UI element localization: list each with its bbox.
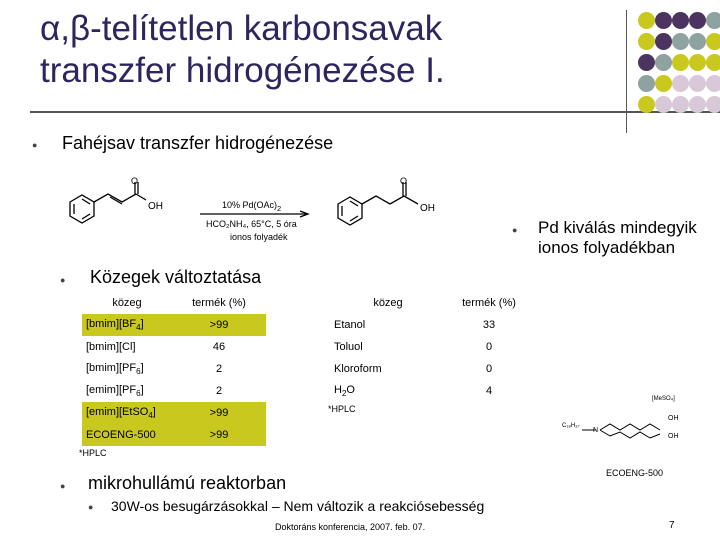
decorative-dot <box>638 12 655 29</box>
ecoeng-oh-1: OH <box>668 415 679 422</box>
bullet-icon: ● <box>32 140 38 150</box>
table-cell-yield: 0 <box>485 341 493 353</box>
table-row <box>82 380 266 402</box>
table-cell-yield: 33 <box>482 319 496 331</box>
ecoeng-oh-2: OH <box>668 433 679 440</box>
table-cell-medium: $[emim][PF_6]$ <box>86 383 144 399</box>
decorative-dot <box>672 96 689 113</box>
oxygen-label-left: O <box>131 176 139 186</box>
table-cell-medium: ECOENG-500 <box>82 424 172 446</box>
table-cell-yield: 0 <box>485 363 493 375</box>
table-cell-yield: 2 <box>215 385 223 397</box>
table-row <box>82 336 266 358</box>
bullet-mikrohullamu: mikrohullámú reaktorban <box>88 473 287 493</box>
bullet-icon: ● <box>512 225 518 235</box>
decorative-dot <box>655 75 672 92</box>
oxygen-label-right: O <box>400 176 408 186</box>
table-cell-yield: >99 <box>172 314 266 336</box>
table-header: termék (%) <box>462 297 516 309</box>
decorative-dot <box>672 75 689 92</box>
ecoeng-chain: C₁₈H₃₇ <box>562 423 580 429</box>
table-cell-medium: $[bmim][BF_4]$ <box>82 314 172 336</box>
table-row <box>330 336 532 358</box>
table-cell-medium: [emim][EtSO$_4$] <box>82 402 172 424</box>
ionic-liquid-table <box>82 292 266 446</box>
decorative-dot <box>689 33 706 50</box>
decorative-dot <box>706 12 720 29</box>
decorative-dot <box>655 96 672 113</box>
table-row <box>82 358 266 380</box>
oh-label-right: OH <box>420 203 435 214</box>
oh-label-left: OH <box>148 201 163 212</box>
table-header: közeg <box>373 297 403 309</box>
decorative-dot <box>706 75 720 92</box>
sub-bullet-icon: ● <box>88 502 94 512</box>
table-header: termék (%) <box>192 297 246 309</box>
pd-line-2: ionos folyadékban <box>538 238 676 257</box>
footer-text: Doktoráns konferencia, 2007. feb. 07. <box>275 522 426 532</box>
table-row <box>82 402 266 424</box>
page-number: 7 <box>669 520 675 531</box>
ecoeng-nitrogen: N <box>593 427 599 434</box>
table-header: közeg <box>112 297 142 309</box>
bullet-icon: ● <box>60 275 66 285</box>
decorative-dot <box>655 12 672 29</box>
table1-note: *HPLC <box>79 448 107 458</box>
table-cell-yield: 4 <box>485 385 493 397</box>
decorative-dot <box>706 33 720 50</box>
decorative-dot <box>689 12 706 29</box>
decorative-dot <box>706 54 720 71</box>
table-cell-yield: 2 <box>215 363 223 375</box>
table-cell-medium: [bmim][Cl] <box>86 341 136 353</box>
decorative-dot <box>638 75 655 92</box>
reaction-condition-reagents: HCO₂NH₄, 65°C, 5 óra <box>206 219 297 229</box>
table-cell-medium: $[bmim][PF_6]$ <box>86 361 144 377</box>
decorative-dot <box>655 33 672 50</box>
title-line-1: α,β-telítetlen karbonsavak <box>40 9 443 48</box>
pd-line-1: Pd kiválás mindegyik <box>538 218 697 237</box>
sub-bullet-besugarzas: 30W-os besugárzásokkal – Nem változik a reakciósebesség <box>111 498 485 514</box>
ecoeng-anion: [MeSO₄] <box>652 396 675 402</box>
decorative-dot <box>689 75 706 92</box>
bullet-kozegek: Közegek változtatása <box>90 267 262 287</box>
decorative-dot <box>655 54 672 71</box>
table-header-row <box>82 292 266 314</box>
decorative-dot <box>638 96 655 113</box>
table-cell-medium: Toluol <box>334 341 363 353</box>
decorative-dot <box>672 33 689 50</box>
table-cell-medium: Etanol <box>334 319 366 331</box>
table-row <box>330 314 532 336</box>
horizontal-divider <box>30 111 720 113</box>
table2-note: *HPLC <box>328 404 356 414</box>
table-cell-yield: >99 <box>172 402 266 424</box>
reaction-condition-solvent: ionos folyadék <box>230 232 288 242</box>
table-row <box>82 424 266 446</box>
decorative-dot <box>689 96 706 113</box>
decorative-dot <box>638 54 655 71</box>
table-cell-medium: $H_2O$ <box>334 383 355 399</box>
solvent-table <box>330 292 532 402</box>
table-header-row <box>330 292 532 314</box>
bullet-fahejsav: Fahéjsav transzfer hidrogénezése <box>62 133 334 153</box>
table-row <box>82 314 266 336</box>
decorative-dot <box>672 12 689 29</box>
decorative-dot <box>689 54 706 71</box>
decorative-dot <box>672 54 689 71</box>
bullet-icon: ● <box>60 481 66 491</box>
table-cell-yield: >99 <box>172 424 266 446</box>
bullet-pd-kivalas <box>538 218 697 258</box>
table-cell-yield: 46 <box>212 341 226 353</box>
reaction-condition-catalyst: 10% $Pd(OAc)_2$ <box>222 200 282 213</box>
decorative-dot <box>638 33 655 50</box>
slide-title <box>40 8 600 92</box>
table-row <box>330 358 532 380</box>
decorative-dot <box>706 96 720 113</box>
table-row <box>330 380 532 402</box>
vertical-divider <box>626 10 627 133</box>
table-cell-medium: Kloroform <box>334 363 382 375</box>
title-line-2: transzfer hidrogénezése I. <box>40 51 445 90</box>
ecoeng-label: ECOENG-500 <box>606 468 664 478</box>
